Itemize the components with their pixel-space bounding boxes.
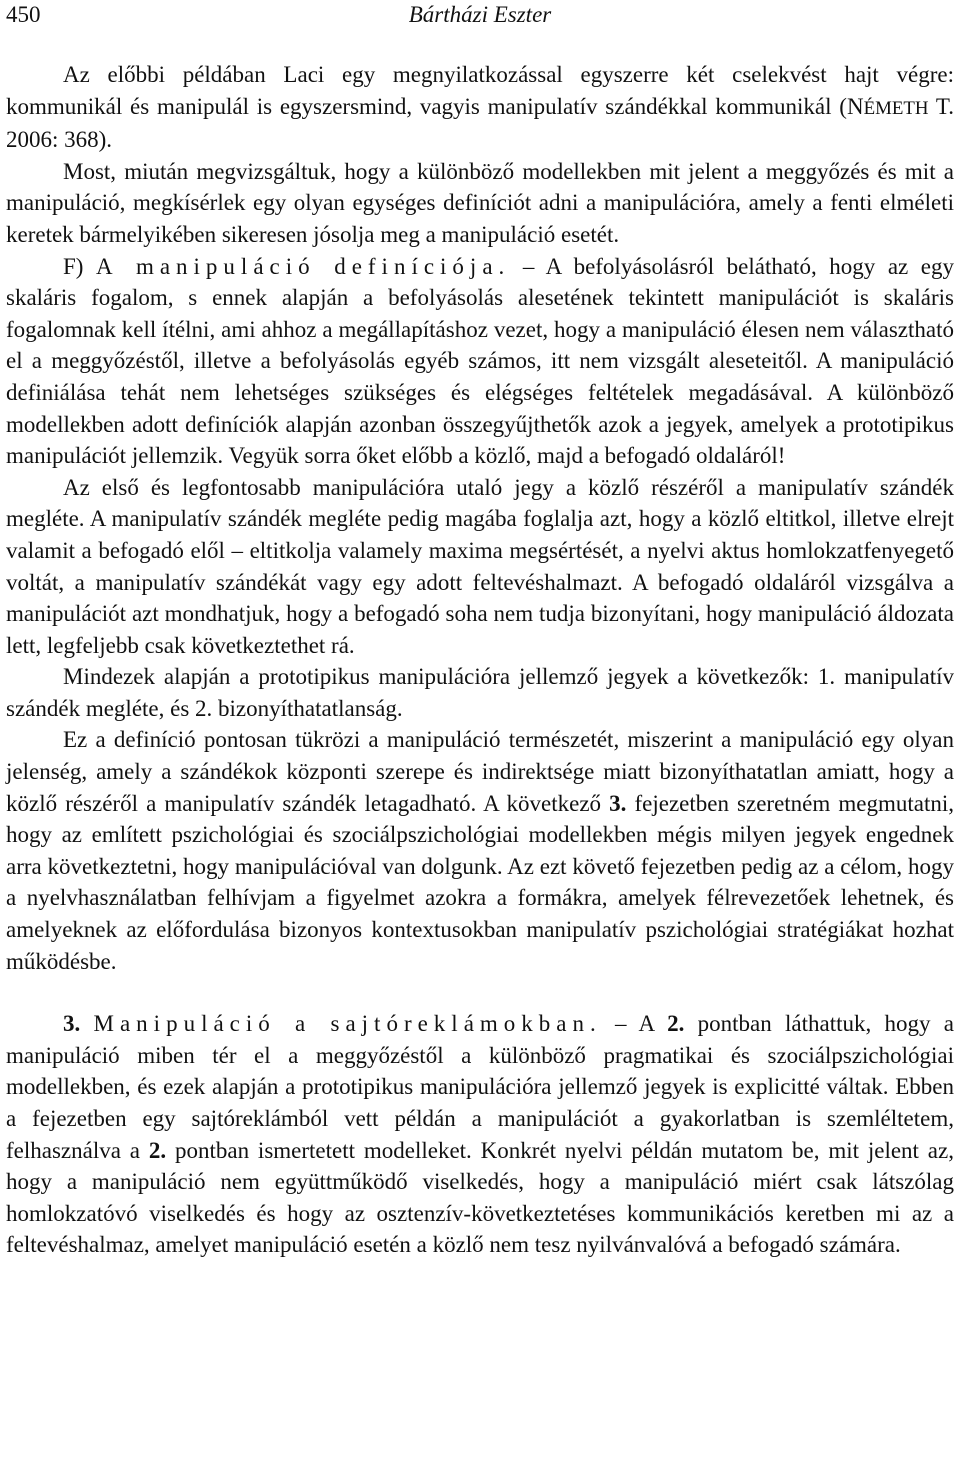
- paragraph: Most, miután megvizsgáltuk, hogy a különböző modellekben mit jelent a meggyőzés és mit a manipuláció, megkísérlek egy olyan egységes definíciót adni a manipulációra, amely a fenti elméleti keretek bármelyikében sikeresen jósolja meg a manipuláció esetét.: [6, 158, 954, 247]
- paragraph: Ez a definíció pontosan tükrözi a manipuláció természetét, miszerint a manipuláció egy olyan jelenség, amely a szándékok központi szerepe és indirektsége miatt bizonyíthatatlan amiatt, hogy a közlő részéről a manipulatív szándék letagadható. A következő 3. fejezetben szeretném megmutatni, hogy az említett pszichológiai és szociálpszichológiai modellekben mégis milyen jegyek engednek arra következtetni, hogy manipulációval van dolgunk. Az ezt követő fejezetben pedig az a célom, hogy a nyelvhasználatban felhívjam a figyelmet azokra a formákra, amelyek félrevezetőek lehetnek, és amelyeknek az előfordulása bizonyos kontextusokban manipulatív pszichológiai stratégiákat hozhat működésbe.: [6, 727, 954, 974]
- author-name: NÉMETH: [846, 93, 929, 119]
- section-heading: A manipuláció definíciója.: [96, 253, 511, 279]
- page-header: [0, 0, 960, 32]
- page-number: 450: [6, 2, 41, 27]
- paragraph-section-3: 3. Manipuláció a sajtóreklámokban. – A 2. pontban láthattuk, hogy a manipuláció miben tér el a meggyőzéstől a különböző pragmatikai és szociálpszichológiai modellekben, és ezek alapján a prototipikus manipulációra jellemző jegyek is explicitté váltak. Ebben a fejezetben egy sajtóreklámból vett példán a manipulációt a gyakorlatban is szemléltetem, felhasználva a 2. pontban ismertetett modelleket. Konkrét nyelvi példán mutatom be, mit jelent az, hogy a manipuláció nem együttműködő viselkedés, hogy a manipuláció miért csak látszólag homlokzatóvó viselkedés és hogy az osztenzív-következtetéses kommunikációs keretben mi az a feltevéshalmaz, amelyet manipuláció esetén a közlő nem tesz nyilvánvalóvá a befogadó számára.: [6, 1011, 954, 1258]
- section-reference: 3.: [609, 790, 627, 816]
- article-body: [6, 59, 954, 1261]
- running-head-author: Bártházi Eszter: [408, 2, 552, 27]
- paragraph: Az előbbi példában Laci egy megnyilatkozással egyszerre két cselekvést hajt végre: kommunikál és manipulál is egyszersmind, vagyis manipulatív szándékkal kommunikál (NÉMETH T. 2006: 368).: [6, 62, 954, 153]
- paragraph: Mindezek alapján a prototipikus manipulációra jellemző jegyek a következők: 1. manipulatív szándék megléte, és 2. bizonyíthatatlanság.: [6, 664, 954, 721]
- paragraph-section-f: F) A manipuláció definíciója. – A befolyásolásról belátható, hogy az egy skaláris fogalom, s ennek alapján a befolyásolás alesetének tekintett manipulációt is skaláris fogalomnak kell ítélni, ami ahhoz a megállapításhoz vezet, hogy a manipuláció élesen nem választható el a meggyőzéstől, illetve a befolyásolás egyéb számos, itt nem vizsgált aleseteitől. A manipuláció definiálása tehát nem lehetséges szükséges és elégséges feltételek megadásával. A különböző modellekben adott definíciók alapján azonban összegyűjthetők azok a jegyek, amelyek a prototipikus manipulációt jellemzik. Vegyük sorra őket előbb a közlő, majd a befogadó oldaláról!: [6, 253, 955, 469]
- section-number: 3.: [63, 1011, 81, 1037]
- section-label: F): [63, 253, 84, 279]
- section-gap: [6, 977, 954, 1008]
- section-reference: 2.: [148, 1137, 167, 1163]
- section-heading: Manipuláció a sajtóreklámokban.: [93, 1011, 602, 1037]
- paragraph: Az első és legfontosabb manipulációra utaló jegy a közlő részéről a manipulatív szándék megléte. A manipulatív szándék megléte pedig magába foglalja azt, hogy a közlő eltitkol, illetve elrejt valamit a befogadó elől – eltitkolja valamely maxima megsértését, a nyelvi aktus homlokzatfenyegető voltát, a manipulatív szándékát vagy egy adott feltevéshalmazt. A befogadó oldaláról vizsgálva a manipulációt azt mondhatjuk, hogy a befogadó soha nem tudja bizonyítani, hogy manipuláció áldozata lett, legfeljebb csak következtethet rá.: [6, 474, 954, 658]
- section-reference: 2.: [667, 1011, 685, 1037]
